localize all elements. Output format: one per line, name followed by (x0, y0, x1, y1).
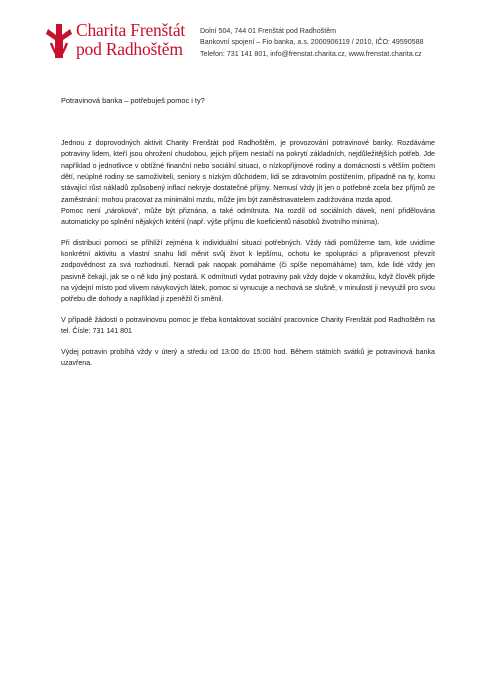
logo-line-1: Charita Frenštát (76, 20, 186, 40)
logo-line-2: pod Radhoštěm (76, 39, 183, 59)
document-body (61, 138, 435, 378)
address-line: Dolní 504, 744 01 Frenštát pod Radhoštěm (200, 27, 337, 35)
paragraph-distribution: Při distribuci pomoci se přihlíží zejména k individuální situaci potřebných. Vždy rádi pomůžeme tam, kde uvidíme konkrétní aktivitu a vlastní snahu lidí měnit svůj život k lepšímu, ochotu ke spolupráci a připravenost převzít zodpovědnost za svá rozhodnutí. Neradi pak naopak pomáháme (či spíše nepomáháme) tam, kde lidé vždy jen pasivně čekají, jak se o ně kdo jiný postará. K odmítnutí vydat potraviny pak vždy dojde v okamžiku, když člověk přijde na výdejní místo pod vlivem návykových látek, pomoc si vynucuje a nechová se slušně, v minulosti ji nevyužil pro svou potřebu dle dohody a například ji zpeněžil či směnil. (61, 238, 435, 304)
letterhead (46, 21, 466, 71)
charita-cross-icon (46, 24, 72, 58)
page-title: Potravinová banka – potřebuješ pomoc i ty? (61, 96, 205, 105)
charita-logo (46, 21, 196, 65)
phone-line: Telefon: 731 141 801, info@frenstat.charita.cz, www.frenstat.charita.cz (200, 49, 422, 58)
paragraph-hours: Výdej potravin probíhá vždy v úterý a středu od 13:00 do 15:00 hod. Během státních svátků je potravinová banka uzavřena. (61, 347, 435, 367)
contact-block (200, 26, 423, 60)
paragraph-not-entitled: Pomoc není „nároková“, může být přiznána, a také odmítnuta. Na rozdíl od sociálních dávek, není přidělována automaticky po splnění nějakých kritérií (např. výše příjmu dle koeficientů násobků životního minima). (61, 207, 435, 227)
paragraph-contact: V případě žádosti o potravinovou pomoc je třeba kontaktovat sociální pracovnice Charity Frenštát pod Radhoštěm na tel. Čísle: 731 141 801 (61, 315, 435, 336)
logo-text (76, 21, 185, 59)
paragraph-intro: Jednou z doprovodných aktivit Charity Frenštát pod Radhoštěm, je provozování potravinové banky. Rozdáváme potraviny lidem, kteří jsou ohrožení chudobou, jejich příjem nestačí na pokrytí základních, nejdůležitějších potřeb. Jde například o jednotlivce v obtížné finanční nebo sociální situaci, o nízkopříjmové rodiny a domácnosti s větším počtem dětí, neúplné rodiny se samoživiteli, seniory s nízkým důchodem, lidi se zdravotním postižením, případně na ty, komu stávající růst nákladů způsobený inflací nekryje dostatečné příjmy. Nemusí vždy jít jen o potřebné zcela bez příjmů ze zaměstnání: mohou pracovat za minimální mzdu, může jim být zaměstnavatelem zadržována mzda apod. (61, 139, 435, 204)
bank-line: Bankovní spojení – Fio banka, a.s. 2000906119 / 2010, IČO: 49590588 (200, 38, 424, 47)
